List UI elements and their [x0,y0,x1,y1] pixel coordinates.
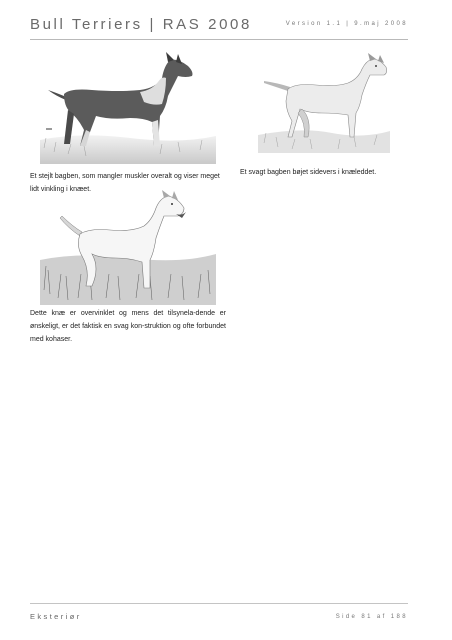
figure-overangulated-knee [40,190,216,305]
bull-terrier-illustration-white [40,190,216,305]
figure-straight-hind-leg [40,52,216,164]
document-title: Bull Terriers | RAS 2008 [30,16,252,33]
figure-weak-hind-leg [252,53,392,155]
caption-figure-1: Et stejlt bagben, som mangler muskler overalt og viser meget lidt vinkling i knæet. [30,173,220,193]
version-info: Version 1.1 | 9.maj 2008 [285,21,408,27]
caption-figure-3: Dette knæ er overvinklet og mens det tilsynela-dende er ønskeligt, er det faktisk en svag kon-struktion og ofte forbundet med kohaser. [30,310,226,343]
header-divider [30,39,408,40]
page-number: Side 81 af 188 [335,614,408,620]
bull-terrier-illustration-light [252,53,392,155]
footer-divider [30,603,408,604]
caption-figure-2: Et svagt bagben bøjet sidevers i knæleddet. [240,169,377,176]
bull-terrier-illustration-dark [40,52,216,164]
section-name: Eksteriør [30,612,82,621]
